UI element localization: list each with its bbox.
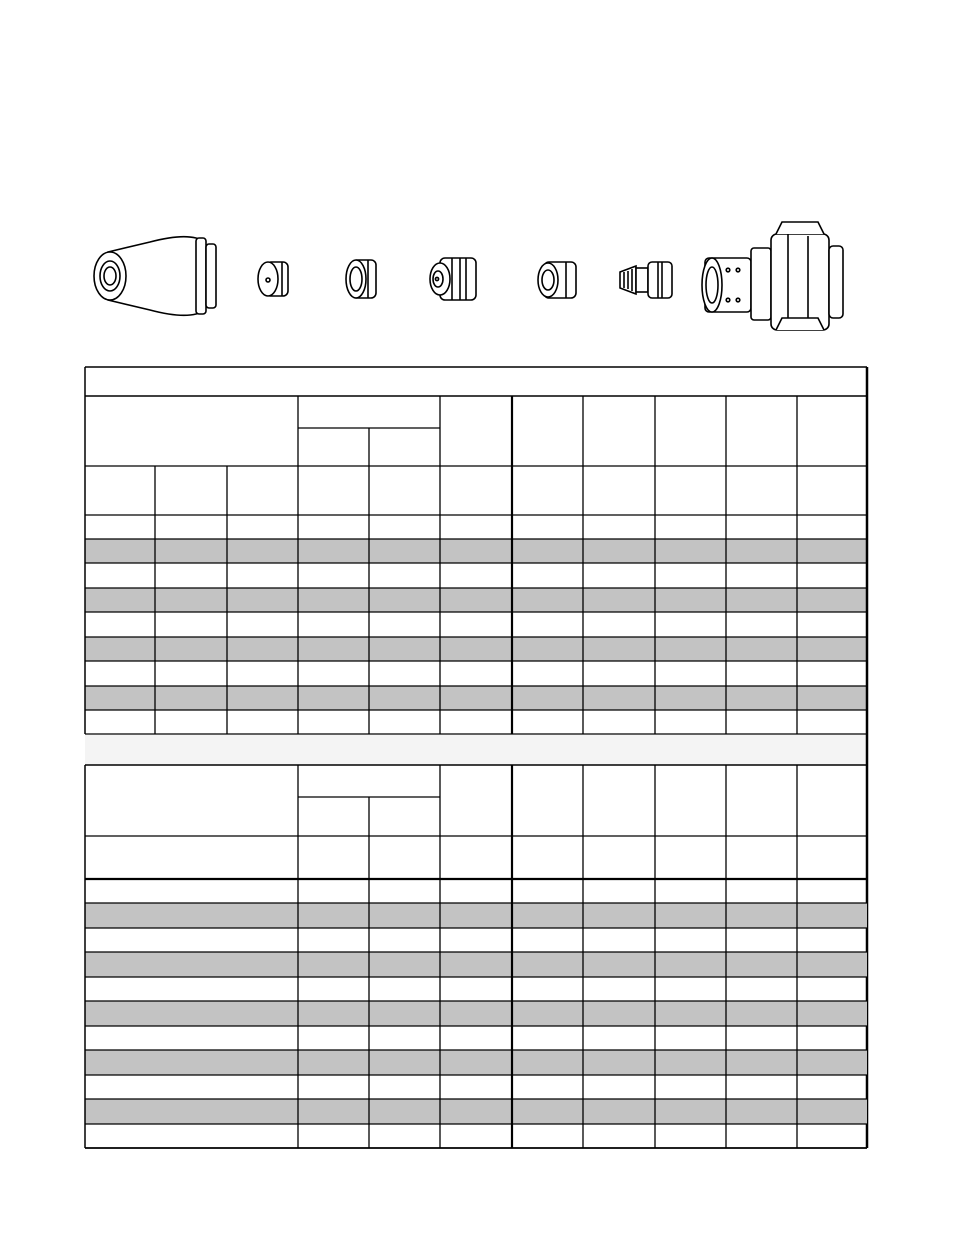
shaded-row: [85, 1099, 867, 1124]
shaded-row: [85, 637, 867, 661]
shaded-row: [85, 588, 867, 612]
section-header-band: [85, 735, 867, 765]
shaded-row: [85, 1001, 867, 1026]
shaded-row: [85, 903, 867, 928]
shaded-row: [85, 952, 867, 977]
shaded-row: [85, 686, 867, 710]
shaded-row: [85, 1050, 867, 1075]
shaded-row: [85, 539, 867, 563]
